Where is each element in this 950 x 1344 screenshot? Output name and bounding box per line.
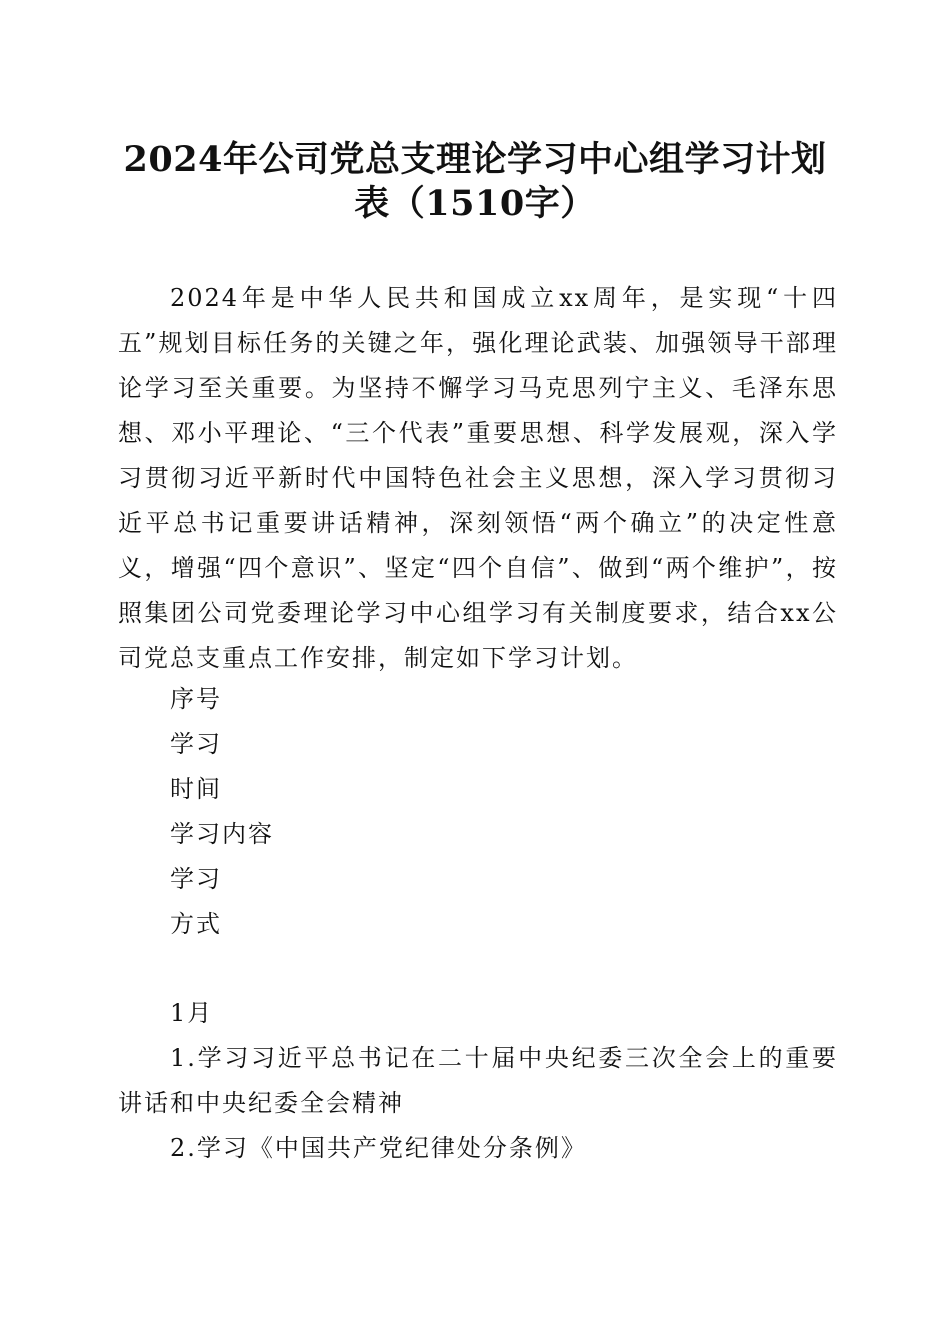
table-header-serial: 序号 <box>170 685 222 713</box>
study-item: 1.学习习近平总书记在二十届中央纪委三次全会上的重要讲话和中央纪委全会精神 <box>118 1044 838 1117</box>
table-header-study-2: 学习 <box>170 865 222 893</box>
month-label: 1月 <box>170 999 214 1027</box>
table-header-content: 学习内容 <box>170 820 274 848</box>
intro-paragraph: 2024年是中华人民共和国成立xx周年，是实现“十四五”规划目标任务的关键之年，强化理论武装、加强领导干部理论学习至关重要。为坚持不懈学习马克思列宁主义、毛泽东思想、邓小平理论、“三个代表”重要思想、科学发展观，深入学习贯彻习近平新时代中国特色社会主义思想，深入学习贯彻习近平总书记重要讲话精神，深刻领悟“两个确立”的决定性意义，增强“四个意识”、坚定“四个自信”、做到“两个维护”，按照集团公司党委理论学习中心组学习有关制度要求，结合xx公司党总支重点工作安排，制定如下学习计划。 <box>118 284 838 672</box>
table-header-time: 时间 <box>170 775 222 803</box>
study-item: 2.学习《中国共产党纪律处分条例》 <box>170 1134 587 1162</box>
document-title-line-1: 2024年公司党总支理论学习中心组学习计划 <box>123 139 827 180</box>
table-header-study-1: 学习 <box>170 730 222 758</box>
table-header-method: 方式 <box>170 910 222 938</box>
document-title-line-2: 表（1510字） <box>354 183 596 224</box>
